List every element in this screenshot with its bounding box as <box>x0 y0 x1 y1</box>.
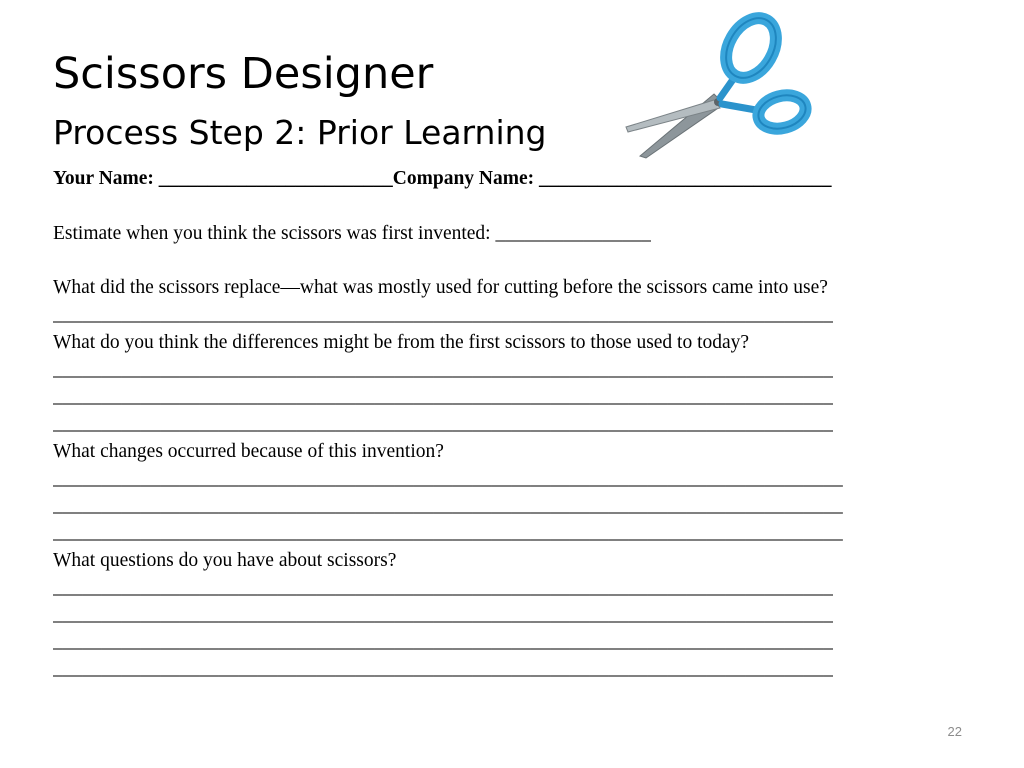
answer-line: ________________________________________________________________________________ <box>53 413 833 434</box>
question-differences: What do you think the differences might be from the first scissors to those used to today? <box>53 332 750 353</box>
question-changes: What changes occurred because of this invention? <box>53 441 444 462</box>
answer-line: _________________________________________________________________________________ <box>53 495 843 516</box>
question-replace: What did the scissors replace—what was mostly used for cutting before the scissors came into use? <box>53 277 828 298</box>
answer-line: _________________________________________________________________________________ <box>53 522 843 543</box>
answer-line: ________________________________________________________________________________ <box>53 386 833 407</box>
answer-line: ________________________________________________________________________________ <box>53 304 833 325</box>
question-scissors: What questions do you have about scissors? <box>53 550 397 571</box>
answer-line: ________________________________________________________________________________ <box>53 631 833 652</box>
slide-subtitle: Process Step 2: Prior Learning <box>53 113 547 152</box>
question-invented: Estimate when you think the scissors was first invented: ________________ <box>53 223 652 244</box>
answer-line: _________________________________________________________________________________ <box>53 468 843 489</box>
page-number: 22 <box>947 724 962 739</box>
answer-line: ________________________________________________________________________________ <box>53 658 833 679</box>
slide-title: Scissors Designer <box>53 49 434 99</box>
name-company-line: Your Name: ________________________Company Name: ______________________________ <box>53 168 832 189</box>
answer-line: ________________________________________________________________________________ <box>53 359 833 380</box>
scissors-image <box>616 8 826 168</box>
answer-line: ________________________________________________________________________________ <box>53 604 833 625</box>
answer-line: ________________________________________________________________________________ <box>53 577 833 598</box>
